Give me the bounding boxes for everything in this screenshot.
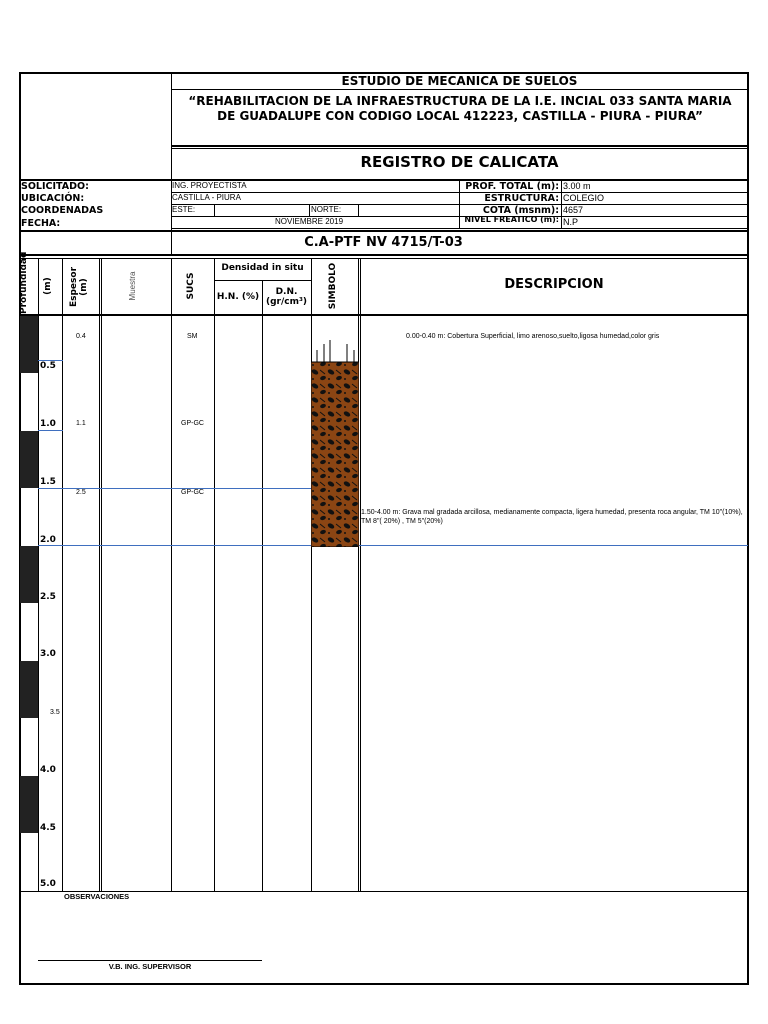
- depth-label: 4.0: [40, 765, 56, 775]
- fecha-value: NOVIEMBRE 2019: [274, 217, 344, 226]
- line: [309, 204, 310, 216]
- ubicacion-value: CASTILLA - PIURA: [172, 193, 241, 202]
- line: [214, 280, 311, 281]
- line: [19, 179, 748, 181]
- depth-label: 5.0: [40, 879, 56, 889]
- estructura-label: ESTRUCTURA:: [484, 193, 559, 204]
- line: [262, 280, 263, 891]
- layer-sucs: SM: [187, 333, 198, 340]
- line: [19, 314, 748, 316]
- cota-value: 4657: [563, 205, 584, 215]
- line: [561, 180, 562, 229]
- line: [99, 258, 100, 891]
- depth-scale-block: [20, 661, 38, 718]
- layer-sucs: GP-GC: [181, 420, 204, 427]
- layer-descripcion: 0.00-0.40 m: Cobertura Superficial, limo arenoso,suelto,ligosa humedad,color gris: [406, 333, 660, 340]
- record-title: REGISTRO DE CALICATA: [360, 153, 559, 171]
- depth-scale-block: [20, 546, 38, 603]
- line: [171, 89, 748, 90]
- line: [38, 258, 39, 891]
- layer-line: [38, 545, 748, 546]
- col-profundidad: Profundidad: [19, 251, 29, 314]
- col-descripcion: DESCRIPCION: [504, 277, 604, 292]
- col-sucs: SUCS: [186, 272, 196, 300]
- nivel-value: N.P: [563, 217, 579, 227]
- fecha-label: FECHA:: [21, 218, 61, 229]
- line: [358, 204, 359, 216]
- solicitado-value: ING. PROYECTISTA: [172, 181, 247, 190]
- depth-label: 3.0: [40, 649, 56, 659]
- layer-sucs: GP-GC: [181, 489, 204, 496]
- layer-espesor: 2.5: [76, 489, 86, 496]
- prof-value: 3.00 m: [563, 181, 591, 191]
- soil-symbol: [311, 340, 359, 547]
- signature-line: [38, 960, 262, 961]
- nivel-label: NIVEL FREATICO (m):: [464, 216, 559, 224]
- cota-label: COTA (msnm):: [482, 205, 559, 216]
- solicitado-label: SOLICITADO:: [21, 181, 89, 192]
- depth-scale-block: [20, 316, 38, 373]
- line: [19, 230, 748, 232]
- depth-label: 2.5: [40, 592, 56, 602]
- depth-label: 4.5: [40, 823, 56, 833]
- pit-code: C.A-PTF NV 4715/T-03: [304, 235, 463, 250]
- ubicacion-label: UBICACIÓN:: [21, 193, 85, 204]
- layer-espesor: 0.4: [76, 333, 86, 340]
- col-densidad: Densidad in situ: [221, 263, 304, 273]
- col-muestra: Muestra: [128, 271, 137, 301]
- line: [101, 258, 102, 891]
- prof-label: PROF. TOTAL (m):: [465, 181, 559, 192]
- norte-label: NORTE:: [311, 205, 342, 214]
- line: [360, 258, 361, 891]
- line: [214, 258, 215, 891]
- line: [19, 254, 748, 256]
- depth-scale-block: [20, 431, 38, 488]
- col-hn: H.N. (%): [216, 292, 260, 302]
- layer-line: [38, 430, 63, 431]
- line: [214, 204, 215, 216]
- line: [171, 258, 172, 891]
- observaciones-label: OBSERVACIONES: [64, 892, 130, 901]
- layer-line: [38, 360, 63, 361]
- este-label: ESTE:: [172, 205, 196, 214]
- supervisor-label: V.B. ING. SUPERVISOR: [108, 962, 192, 971]
- depth-label: 3.5: [50, 709, 60, 716]
- estructura-value: COLEGIO: [563, 193, 605, 203]
- line: [62, 258, 63, 891]
- study-title: ESTUDIO DE MECANICA DE SUELOS: [341, 74, 578, 88]
- sheet-frame: [19, 72, 749, 985]
- line: [171, 145, 748, 147]
- depth-label: 1.0: [40, 419, 56, 429]
- col-espesor: Espesor (m): [69, 266, 89, 308]
- col-dn: D.N. (gr/cm³): [265, 287, 308, 307]
- layer-descripcion: 1.50-4.00 m: Grava mal gradada arcillosa, medianamente compacta, ligera humedad, presenta roca angular, TM 10"(10%), TM 8"( 20%) , TM 5"(20%): [361, 509, 743, 525]
- col-simbolo: SIMBOLO: [328, 262, 338, 310]
- depth-scale-block: [20, 776, 38, 833]
- project-title: “REHABILITACION DE LA INFRAESTRUCTURA DE LA I.E. INCIAL 033 SANTA MARIA DE GUADALUPE CON CODIGO LOCAL 412223, CASTILLA - PIURA - PIURA”: [188, 94, 732, 123]
- col-m: (m): [43, 277, 53, 295]
- depth-label: 1.5: [40, 477, 56, 487]
- depth-label: 2.0: [40, 535, 56, 545]
- depth-label: 0.5: [40, 361, 56, 371]
- coordenadas-label: COORDENADAS: [21, 205, 104, 216]
- line: [171, 148, 748, 149]
- layer-espesor: 1.1: [76, 420, 86, 427]
